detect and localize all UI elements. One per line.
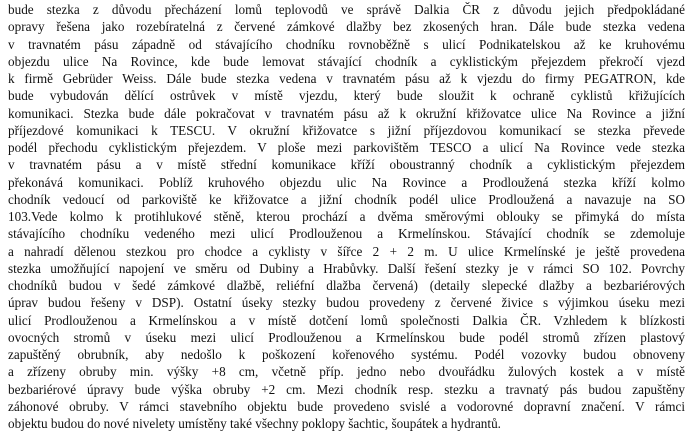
text-line: 103.Vede kolmo k protihlukové stěně, kterou prochází a dvěma směrovými oblouky se přimyká do místa <box>8 209 685 224</box>
text-line: ulicí Prodlouženou a Krmelínskou a v místě dotčení lomů společnosti Dalkia ČR. Vzhledem k blízkosti <box>8 312 685 328</box>
text-line: v travnatém pásu a v místě střední komunikace kříží oboustranný chodník a cyklistickým přejezdem <box>8 157 685 173</box>
text-line: chodník vedoucí od parkoviště ke křižovatce a jižní chodník podél ulice Prodloužená a navazuje na SO <box>8 191 685 207</box>
text-line: objezdu ulice Na Rovince, kde bude lemovat stávající chodník a cyklistickým přejezdem překročí vjezd <box>8 53 685 69</box>
text-line: ovocných stromů v úseku mezi ulicí Prodlouženou a Krmelínskou bude podél stromů zřízen plastový <box>8 329 685 345</box>
text-line: příjezdové komunikaci k TESCU. V okružní křižovatce s jižní příjezdovou komunikací se stezka převede <box>8 122 685 138</box>
text-line: stezka umožňující napojení ve směru od Dubiny a Hrabůvky. Další řešení stezky je v rámci SO 102. Povrchy <box>8 260 685 276</box>
text-line: chodníků budou v šedé zámkové dlažbě, reliéfní dlažba červená) (detaily slepecké dlažby a bezbariérových <box>8 278 685 293</box>
text-line: bude stezka z důvodu přecházení lomů teplovodů ve správě Dalkia ČR z důvodu jejich předpokládané <box>8 2 685 17</box>
text-line: objektu budou do nové nivelety umístěny také všechny poklopy šachtic, šoupátek a hydrantů. <box>8 416 501 431</box>
document-text-body <box>8 1 685 432</box>
text-line: stávajícího chodníku vedeného mezi ulicí Prodlouženou a Krmelínskou. Stávající chodník se zdemoluje <box>8 226 685 242</box>
text-line: záhonové obruby. V rámci stavebního objektu bude provedeno svislé a vodorovné dopravní značení. V rámci <box>8 398 685 414</box>
text-line: a zřízeny obruby min. výšky +8 cm, včetně příp. jedno nebo dvouřádku žulových kostek a v místě <box>8 364 685 380</box>
text-line: bude vybudován dělící ostrůvek v místě vjezdu, který bude sloužit k ochraně cyklistů křižujících <box>8 88 685 104</box>
text-line: k firmě Gebrüder Weiss. Dále bude stezka vedena v travnatém pásu až k vjezdu do firmy PEGATRON, kde <box>8 71 685 86</box>
text-line: úprav budou řešeny v DSP). Ostatní úseky stezky budou provedeny z červené živice s výjimkou úseku mezi <box>8 295 685 311</box>
text-line: a nahradí dělenou stezkou pro chodce a cyklisty v šířce 2 + 2 m. U ulice Krmelínské je ještě provedena <box>8 243 685 259</box>
text-line: v travnatém pásu západně od stávajícího chodníku rovnoběžně s ulicí Podnikatelskou až ke kruhovému <box>8 36 685 52</box>
text-line: překonává komunikaci. Poblíž kruhového objezdu ulic Na Rovince a Prodloužená stezka kříží kolmo <box>8 174 685 190</box>
text-line: opravy řešena jako rozebíratelná z červené zámkové dlažby bez zkosených hran. Dále bude stezka vedena <box>8 19 685 35</box>
text-line: bezbariérové úpravy bude výška obruby +2 cm. Mezi chodník resp. stezku a travnatý pás budou zapuštěny <box>8 381 685 397</box>
text-line: zapuštěný obrubník, aby nedošlo k poškození kořenového systému. Podél vozovky budou obnoveny <box>8 347 685 362</box>
text-line: podél přechodu cyklistickým přejezdem. V ploše mezi parkovištěm TESCO a ulicí Na Rovince vede stezka <box>8 140 685 155</box>
text-line: komunikaci. Stezka bude dále pokračovat v travnatém pásu až k okružní křižovatce ulice Na Rovince a jižní <box>8 105 685 121</box>
